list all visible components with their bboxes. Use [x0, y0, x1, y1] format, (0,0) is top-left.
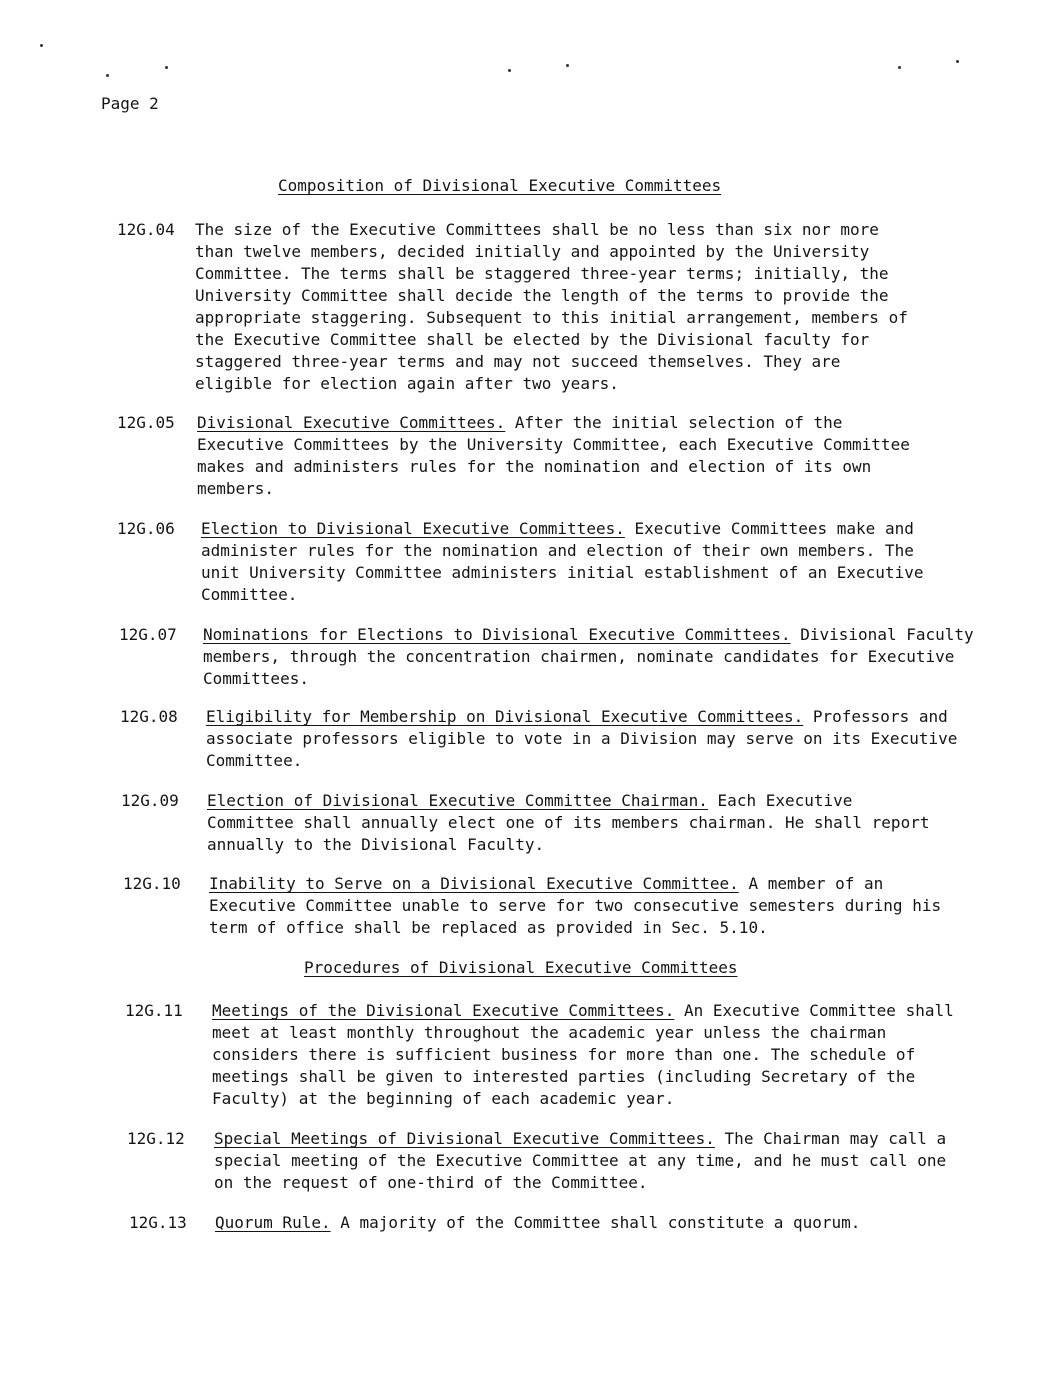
scan-speck — [566, 64, 569, 67]
scan-speck — [508, 69, 511, 72]
scan-speck — [106, 74, 109, 77]
section-title: Inability to Serve on a Divisional Executive Committee. — [209, 874, 739, 893]
section-body — [201, 518, 953, 606]
scan-speck — [956, 60, 959, 63]
section-number: 12G.08 — [120, 707, 178, 726]
section-number: 12G.10 — [123, 874, 181, 893]
section-number: 12G.13 — [129, 1213, 187, 1232]
section-number: 12G.11 — [125, 1001, 183, 1020]
scan-speck — [40, 44, 43, 47]
section-number: 12G.05 — [117, 413, 175, 432]
scan-speck — [898, 66, 901, 69]
section-title: Meetings of the Divisional Executive Committees. — [212, 1001, 675, 1020]
section-body — [206, 706, 986, 772]
section-body — [209, 873, 977, 939]
section-body — [207, 790, 943, 856]
section-text: An Executive Committee shall meet at least monthly throughout the academic year unless the chairman considers there is sufficient business for more than one. The schedule of meetings shall be given to interested parties (including Secretary of the Faculty) at the beginning of each academic year. — [212, 1001, 954, 1108]
section-body — [197, 412, 937, 500]
section-title: Special Meetings of Divisional Executive Committees. — [214, 1129, 715, 1148]
section-body — [203, 624, 975, 690]
section-text: Each Executive Committee shall annually elect one of its members chairman. He shall report annually to the Divisional Faculty. — [207, 791, 930, 854]
section-body — [195, 219, 915, 395]
section-title: Nominations for Elections to Divisional Executive Committees. — [203, 625, 791, 644]
section-title: Election to Divisional Executive Committees. — [201, 519, 625, 538]
section-number: 12G.12 — [127, 1129, 185, 1148]
section-text: Professors and associate professors eligible to vote in a Division may serve on its Executive Committee. — [206, 707, 958, 770]
section-body — [214, 1128, 959, 1194]
section-text: The size of the Executive Committees shall be no less than six nor more than twelve members, decided initially and appointed by the University Committee. The terms shall be staggered three-year terms; initially, the University Committee shall decide the length of the terms to provide the appropriate staggering. Subsequent to this initial arrangement, members of the Executive Committee shall be elected by the Divisional faculty for staggered three-year terms and may not succeed themselves. They are eligible for election again after two years. — [195, 220, 908, 393]
section-number: 12G.06 — [117, 519, 175, 538]
section-heading-composition: Composition of Divisional Executive Committees — [278, 176, 722, 195]
page-number: Page 2 — [101, 94, 159, 113]
section-body — [212, 1000, 972, 1110]
section-text: Divisional Faculty members, through the concentration chairmen, nominate candidates for Executive Committees. — [203, 625, 974, 688]
section-text: A member of an Executive Committee unable to serve for two consecutive semesters during his term of office shall be replaced as provided in Sec. 5.10. — [209, 874, 942, 937]
section-text: Executive Committees make and administer rules for the nomination and election of their own members. The unit University Committee administers initial establishment of an Executive Committee. — [201, 519, 924, 604]
section-heading-procedures: Procedures of Divisional Executive Committees — [304, 958, 738, 977]
section-title: Divisional Executive Committees. — [197, 413, 506, 432]
section-title: Eligibility for Membership on Divisional Executive Committees. — [206, 707, 804, 726]
section-body — [215, 1212, 975, 1234]
section-title: Election of Divisional Executive Committee Chairman. — [207, 791, 708, 810]
section-text: After the initial selection of the Executive Committees by the University Committee, each Executive Committee makes and administers rules for the nomination and election of its own members. — [197, 413, 910, 498]
section-title: Quorum Rule. — [215, 1213, 331, 1232]
section-text: A majority of the Committee shall constitute a quorum. — [340, 1213, 861, 1232]
section-number: 12G.09 — [121, 791, 179, 810]
section-number: 12G.07 — [119, 625, 177, 644]
section-text: The Chairman may call a special meeting of the Executive Committee at any time, and he must call one on the request of one-third of the Committee. — [214, 1129, 947, 1192]
scan-speck — [165, 66, 168, 69]
section-number: 12G.04 — [117, 220, 175, 239]
